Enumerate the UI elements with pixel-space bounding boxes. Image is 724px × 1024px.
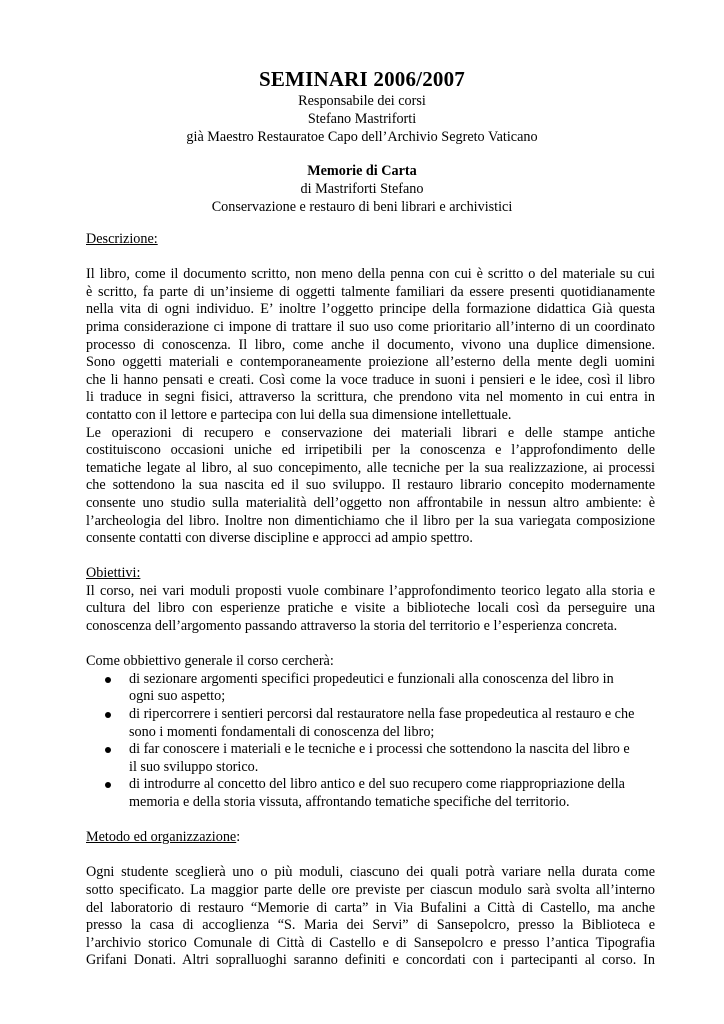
text-line: di introdurre al concetto del libro antico e del suo recupero come riappropriazione della [129, 776, 625, 793]
text-line: che sottendono la sua nascita ed il suo sviluppo. Il restauro librario concepito modernamente [86, 477, 655, 494]
text-line: costituiscono occasioni uniche ed irripetibili per la conoscenza e l’approfondimento delle [86, 442, 655, 459]
text-line: consente uno studio sulla materialità dell’oggetto non affrontabile in nessun altro ambiente: è [86, 494, 655, 511]
text-line: conoscenza dell’argomento passando attraverso la storia del territorio e l’esperienza concreta. [86, 618, 618, 635]
text-line: memoria e della storia vissuta, affrontando tematiche specifiche del territorio. [129, 794, 570, 810]
course-line: Conservazione e restauro di beni librari e archivistici [211, 199, 513, 215]
list-item [86, 776, 655, 811]
text-line: l’archeologia del libro. Inoltre non dimentichiamo che il libro per la sua variegata composizione [86, 512, 655, 529]
text-line: li traduce in segni fisici, attraverso la scrittura, che prendono vita nel momento in cui entra in [86, 389, 655, 406]
document-body [86, 231, 655, 970]
text-line: consente contatti con diverse discipline e approcci ad ampio spettro. [86, 530, 473, 547]
list-item [86, 671, 655, 706]
section-heading-metodo [86, 829, 655, 847]
text-line: del laboratorio di restauro “Memorie di carta” in Via Bufalini a Città di Castello, ma anche [86, 899, 655, 916]
text-line: nella vita di ogni individuo. E’ inoltre l’oggetto principe della formazione didattica Già questa [86, 301, 655, 318]
text-line: ogni suo aspetto; [129, 688, 226, 705]
paragraph-obiettivi [86, 583, 655, 636]
text-line: Le operazioni di recupero e conservazione dei materiali librari e delle stampe antiche [86, 424, 655, 441]
document-header [0, 66, 724, 216]
text-line: Grifani Donati. Altri sopralluoghi saranno definiti e concordati con i partecipanti al corso. In [86, 952, 655, 969]
text-line: di far conoscere i materiali e le tecniche e i processi che sottendono la nascita del libro e [129, 741, 630, 758]
bullet-icon [105, 747, 111, 753]
text-line: di ripercorrere i sentieri percorsi dal restauratore nella fase propedeutica al restauro e che [129, 706, 635, 723]
header-line: Responsabile dei corsi [298, 93, 426, 109]
text-line: l’archivio storico Comunale di Città di Castello e di Sansepolcro e presso l’antica Tipografia [86, 934, 655, 951]
header-line: già Maestro Restauratoe Capo dell’Archivio Segreto Vaticano [186, 129, 538, 145]
objectives-intro: Come obbiettivo generale il corso cercherà: [86, 653, 334, 670]
heading-text: Metodo ed organizzazione [86, 829, 237, 846]
bullet-icon [105, 677, 111, 683]
text-line: Il libro, come il documento scritto, non meno della penna con cui è scritto o del materiale su cui [86, 266, 655, 283]
text-line: cultura del libro con esperienze pratiche e visite a biblioteche locali così da perseguire una [86, 600, 655, 617]
text-line: è scritto, fa parte di un’insieme di oggetti talmente familiari da essere presenti quotidianamente [86, 283, 655, 300]
paragraph-descrizione-1 [86, 266, 655, 424]
text-line: Ogni studente sceglierà uno o più moduli, ciascuno dei quali potrà variare nella durata come [86, 864, 655, 881]
section-heading-obiettivi [86, 565, 655, 583]
text-line: Sono oggetti materiali e contemporaneamente proiezione all’esterno della mente degli uomini [86, 354, 655, 371]
text-line: che li hanno pensati e creati. Così come la voce traduce in suoni i pensieri e le idee, così il libro [86, 371, 655, 388]
course-title: Memorie di Carta [307, 163, 417, 179]
heading-suffix: : [236, 829, 241, 846]
text-line: di sezionare argomenti specifici propedeutici e funzionali alla conoscenza del libro in [129, 670, 614, 687]
document-title: SEMINARI 2006/2007 [258, 67, 466, 91]
text-line: prima considerazione ci impone di trattare il suo uso come prioritario all’interno di un coordinato [86, 318, 655, 335]
bullet-icon [105, 782, 111, 788]
text-line: sono i momenti fondamentali di conoscenza del libro; [129, 723, 435, 740]
section-heading-descrizione [86, 231, 655, 249]
text-line: Il corso, nei vari moduli proposti vuole combinare l’approfondimento teorico legato alla storia e [86, 582, 655, 599]
heading-text: Descrizione: [86, 231, 158, 247]
text-line: sotto specificato. La maggior parte delle ore previste per ciascun modulo sarà svolta all’interno [86, 881, 655, 898]
paragraph-metodo [86, 864, 655, 970]
header-line: Stefano Mastriforti [307, 111, 417, 127]
bullet-icon [105, 712, 111, 718]
text-line: contatto con il lettore e partecipa con lui della sua dimensione intellettuale. [86, 406, 512, 423]
heading-text: Obiettivi: [86, 565, 141, 582]
text-line: processo di conoscenza. Il libro, come anche il documento, vivono una duplice dimensione. [86, 336, 655, 353]
course-line: di Mastriforti Stefano [300, 181, 424, 197]
paragraph-descrizione-2 [86, 425, 655, 548]
text-line: tematiche legate al libro, al suo concepimento, alle tecniche per la sua realizzazione, ai processi [86, 459, 655, 476]
text-line: presso la casa di accoglienza “S. Maria dei Servi” di Sansepolcro, presso la Biblioteca e [86, 917, 655, 934]
text-line: il suo sviluppo storico. [129, 758, 259, 775]
list-item [86, 706, 655, 741]
list-item [86, 741, 655, 776]
objectives-list [86, 671, 655, 812]
